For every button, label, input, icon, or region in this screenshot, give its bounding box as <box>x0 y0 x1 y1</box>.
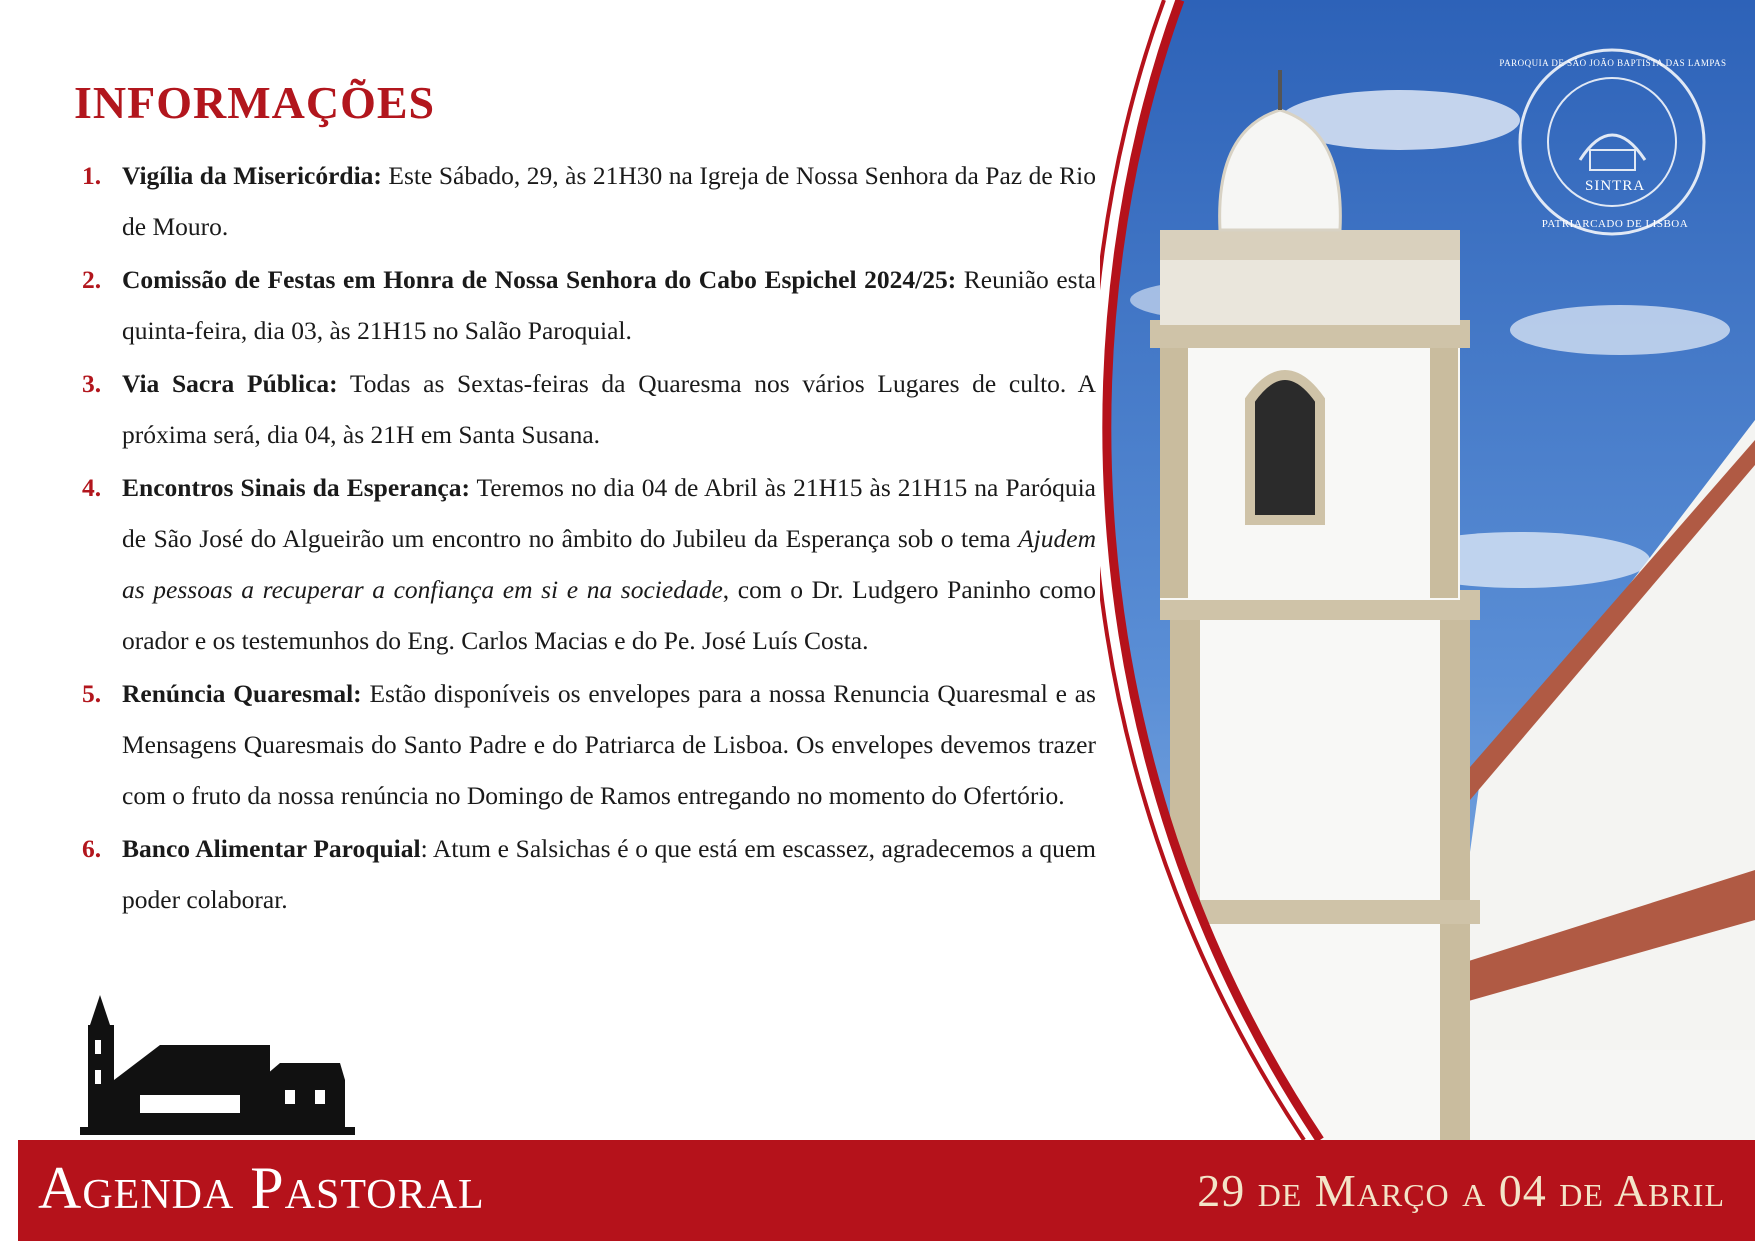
item-text: Estão disponíveis os envelopes para a nossa Renuncia Quaresmal e as Mensagens Quaresmais do Santo Padre e do Patriarca de Lisboa. Os envelopes devemos trazer com o fruto da nossa renúncia no Domingo de Ramos entregando no momento do Ofertório. <box>122 679 1096 810</box>
item-number: 2. <box>82 265 102 294</box>
item-text: : Atum e Salsichas é o que está em escassez, agradecemos a quem poder colaborar. <box>122 834 1096 914</box>
item-label: Encontros Sinais da Esperança: <box>122 473 470 502</box>
footer-banner <box>18 1140 1755 1241</box>
item-label: Vigília da Misericórdia: <box>122 161 382 190</box>
section-heading: INFORMAÇÕES <box>74 77 436 128</box>
church-silhouette-logo <box>80 985 360 1135</box>
list-item <box>74 668 1096 821</box>
item-number: 1. <box>82 161 102 190</box>
list-item <box>74 358 1096 460</box>
announcements-list <box>74 150 1096 927</box>
item-number: 6. <box>82 834 102 863</box>
footer-date-range: 29 de Março a 04 de Abril <box>1197 1165 1725 1216</box>
list-item <box>74 254 1096 356</box>
item-italic-text: Ajudem as pessoas a recuperar a confiança em si e na sociedade <box>122 524 1096 604</box>
item-text: Teremos no dia 04 de Abril às 21H15 às 21H15 na Paróquia de São José do Algueirão um encontro no âmbito do Jubileu da Esperança sob o tema <box>122 473 1097 553</box>
item-text: Este Sábado, 29, às 21H30 na Igreja de Nossa Senhora da Paz de Rio de Mouro. <box>122 161 1096 241</box>
footer-title: Agenda Pastoral <box>38 1155 485 1221</box>
item-text: Todas as Sextas-feiras da Quaresma nos vários Lugares de culto. A próxima será, dia 04, às 21H em Santa Susana. <box>122 369 1096 449</box>
item-text: Reunião esta quinta-feira, dia 03, às 21H15 no Salão Paroquial. <box>122 265 1096 345</box>
item-label: Comissão de Festas em Honra de Nossa Senhora do Cabo Espichel 2024/25: <box>122 265 957 294</box>
stamp-center-text: SINTRA <box>1585 178 1646 194</box>
item-label: Banco Alimentar Paroquial <box>122 834 421 863</box>
item-label: Renúncia Quaresmal: <box>122 679 362 708</box>
list-item <box>74 823 1096 925</box>
item-text-continued: , com o Dr. Ludgero Paninho como orador e os testemunhos do Eng. Carlos Macias e do Pe. José Luís Costa. <box>122 575 1096 655</box>
stamp-bottom-text: PATRIARCADO DE LISBOA <box>1541 218 1689 230</box>
list-item <box>74 150 1096 252</box>
item-number: 4. <box>82 473 102 502</box>
item-label: Via Sacra Pública: <box>122 369 338 398</box>
item-number: 3. <box>82 369 102 398</box>
church-photo <box>1100 0 1755 1140</box>
stamp-ring-text: PAROQUIA DE SÃO JOÃO BAPTISTA DAS LAMPAS <box>1499 58 1727 68</box>
list-item <box>74 462 1096 666</box>
item-number: 5. <box>82 679 102 708</box>
